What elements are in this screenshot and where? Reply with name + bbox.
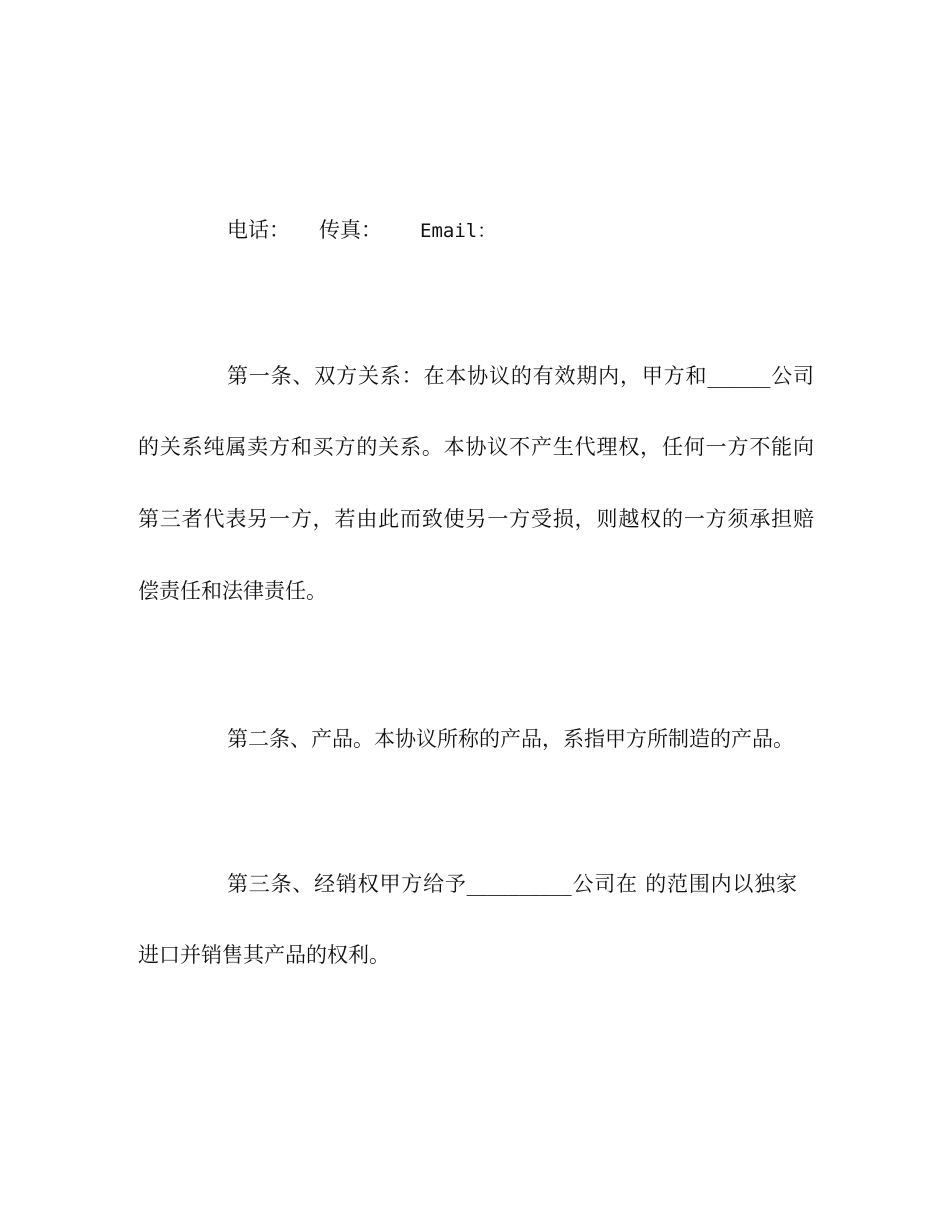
fax-label: 传真： bbox=[319, 218, 382, 242]
article2-line-1: 第二条、产品。本协议所称的产品，系指甲方所制造的产品。 bbox=[227, 727, 794, 751]
article1-line-3: 第三者代表另一方，若由此而致使另一方受损，则越权的一方须承担赔 bbox=[138, 507, 814, 531]
article1-line-1: 第一条、双方关系：在本协议的有效期内，甲方和______公司 bbox=[227, 364, 814, 388]
article1-line-2: 的关系纯属卖方和买方的关系。本协议不产生代理权，任何一方不能向 bbox=[138, 435, 814, 459]
contact-line bbox=[227, 216, 814, 245]
email-label: Email： bbox=[420, 220, 497, 242]
phone-label: 电话： bbox=[227, 218, 290, 242]
article3-line-2: 进口并销售其产品的权利。 bbox=[138, 943, 390, 967]
article1-line-4: 偿责任和法律责任。 bbox=[138, 579, 327, 603]
article3-line-1: 第三条、经销权甲方给予__________公司在 的范围内以独家 bbox=[227, 872, 797, 896]
